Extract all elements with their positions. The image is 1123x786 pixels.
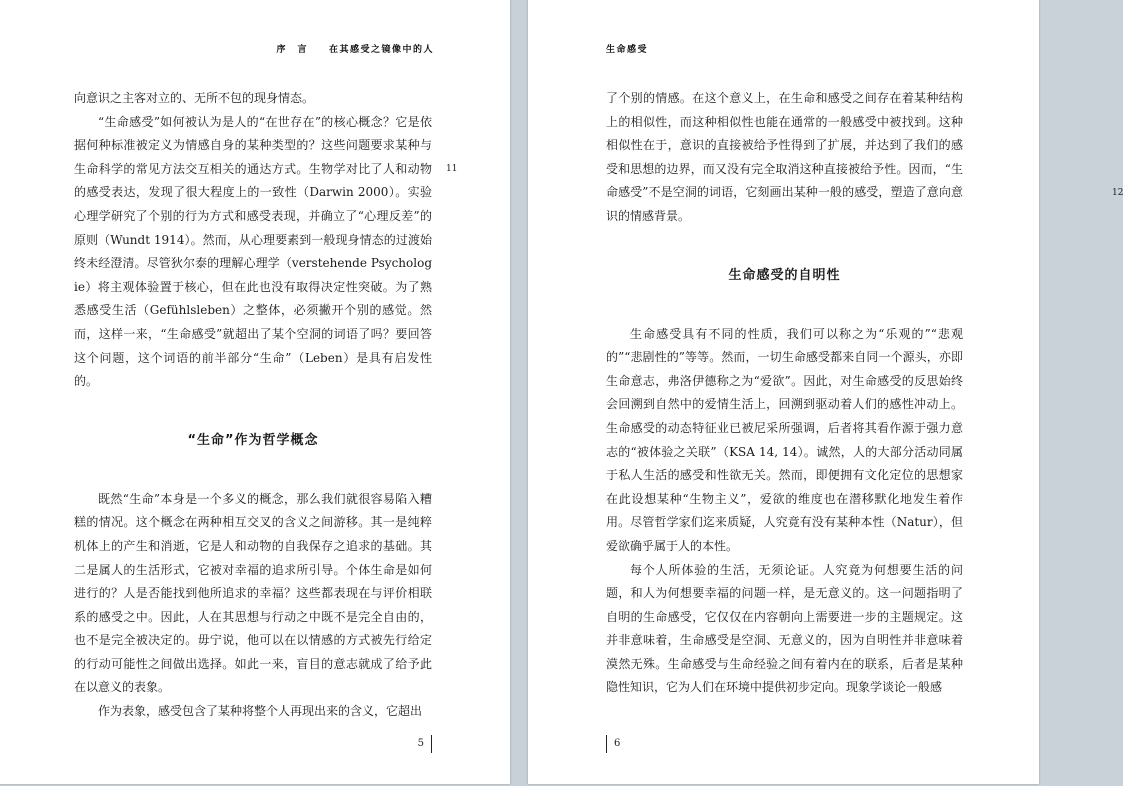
margin-page-number: 12 <box>1112 188 1123 198</box>
running-head: 生命感受 <box>606 45 649 55</box>
margin-page-number: 11 <box>446 164 458 174</box>
paragraph: “生命感受”如何被认为是人的“在世存在”的核心概念？它是依据何种标准被定义为情感自身的某种类型的？这些问题要求某种与生命科学的常见方法交互相关的通达方式。生物学对比了人和动物的感受表达，发现了很大程度上的一致性（Darwin 2000）。实验心理学研究了个别的行为方式和感受表现，并确立了“心理反差”的原则（Wundt 1914）。然而，从心理要素到一般现身情态的过渡始终未经澄清。尽管狄尔泰的理解心理学（verstehende Psychologie）将主观体验置于核心，但在此也没有取得决定性突破。为了熟悉感受生活（Gefühlsleben）之整体，必须撇开个别的感觉。然而，这样一来，“生命感受”就超出了某个空洞的词语了吗？要回答这个问题，这个词语的前半部分“生命”（Leben）是具有启发性的。 <box>74 114 432 389</box>
page-number: 5 <box>418 735 432 753</box>
paragraph: 生命感受具有不同的性质，我们可以称之为“乐观的”“悲观的”“悲剧性的”等等。然而，一切生命感受都来自同一个源头，亦即生命意志，弗洛伊德称之为“爱欲”。因此，对生命感受的反思始终会回溯到自然中的爱情生活上，回溯到驱动着人们的感性冲动上。生命感受的动态特征业已被尼采所强调，后者将其看作源于强力意志的“被体验之关联”（KSA 14, 14）。诚然，人的大部分活动同属于私人生活的感受和性欲无关。然而，即便拥有文化定位的思想家在此设想某种“生物主义”，爱欲的维度也在潜移默化地发生着作用。尽管哲学家们迄来质疑，人究竟有没有某种本性（Natur），但爱欲确乎属于人的本性。 <box>606 326 963 553</box>
paragraph: 每个人所体验的生活，无须论证。人究竟为何想要生活的问题，和人为何想要幸福的问题一样，是无意义的。这一问题指明了自明的生命感受，它仅仅在内容朝向上需要进一步的主题规定。这并非意味着，生命感受是空洞、无意义的，因为自明性并非意味着漠然无殊。生命感受与生命经验之间有着内在的联系，后者是某种隐性知识，它为人们在环境中提供初步定向。现象学谈论一般感 <box>606 562 963 695</box>
page-right <box>528 0 1123 784</box>
paragraph: 作为表象，感受包含了某种将整个人再现出来的含义，它超出 <box>98 704 423 719</box>
body-text <box>606 87 963 700</box>
body-text <box>74 87 432 724</box>
paragraph: 既然“生命”本身是一个多义的概念，那么我们就很容易陷入糟糕的情况。这个概念在两种相互交叉的含义之间游移。其一是纯粹机体上的产生和消逝，它是人和动物的自我保存之追求的基础。其二是属人的生活形式，它被对幸福的追求所引导。个体生命是如何进行的？人是否能找到他所追求的幸福？这些都表现在与评价相联系的感受之中。因此，人在其思想与行动之中既不是完全自由的，也不是完全被决定的。毋宁说，他可以在以情感的方式被先行给定的行动可能性之间做出选择。如此一来，盲目的意志就成了给予此在以意义的表象。 <box>74 491 432 695</box>
paragraph: 向意识之主客对立的、无所不包的现身情态。 <box>74 91 315 105</box>
running-head: 序 言 在其感受之镜像中的人 <box>276 45 434 55</box>
section-heading: 生命感受的自明性 <box>728 267 841 283</box>
section-heading: “生命”作为哲学概念 <box>187 432 319 448</box>
paragraph: 了个别的情感。在这个意义上，在生命和感受之间存在着某种结构上的相似性，而这种相似性也能在通常的一般感受中被找到。这种相似性在于，意识的直接被给予性得到了扩展，并达到了我们的感受和思想的边界，而又没有完全取消这种直接被给予性。因而，“生命感受”不是空洞的词语，它刻画出某种一般的感受，塑造了意向意识的情感背景。 <box>606 91 963 223</box>
page-left <box>0 0 510 784</box>
page-number: 6 <box>606 735 620 753</box>
